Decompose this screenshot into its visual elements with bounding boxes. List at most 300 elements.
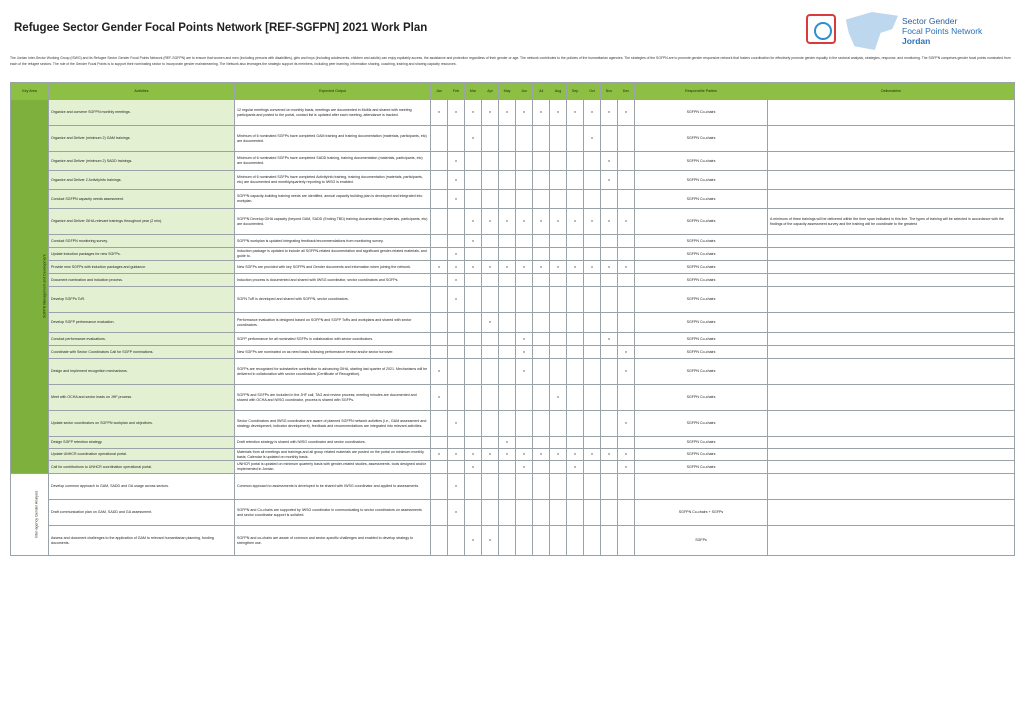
month-cell (567, 190, 584, 209)
month-cell (584, 171, 601, 190)
month-cell (482, 359, 499, 385)
month-cell (448, 474, 465, 500)
month-cell (448, 261, 465, 274)
month-cell (431, 474, 448, 500)
month-cell (465, 411, 482, 437)
header-expected-output: Expected Output (235, 83, 431, 100)
scheduled-mark: x (455, 421, 457, 426)
month-cell (448, 449, 465, 461)
scheduled-mark: x (489, 452, 491, 457)
activity-cell: Organize and Deliver (minimum 2) GAM trainings. (49, 126, 235, 152)
month-cell (601, 526, 618, 556)
month-cell (465, 209, 482, 235)
scheduled-mark: x (472, 136, 474, 141)
month-cell (584, 209, 601, 235)
responsible-cell: SGFPN Co-chairs (635, 171, 768, 190)
month-cell (618, 461, 635, 474)
responsible-cell: SGFPN Co-chairs (635, 449, 768, 461)
month-cell (550, 171, 567, 190)
month-cell (550, 461, 567, 474)
expected-output-cell: Materials from all meetings and trainings and all group related materials are posted on the portal on minimum monthly basis; Calendar is updated on monthly basis. (235, 449, 431, 461)
month-cell (482, 274, 499, 287)
month-cell (601, 449, 618, 461)
month-cell (601, 248, 618, 261)
scheduled-mark: x (608, 336, 610, 341)
month-cell (567, 461, 584, 474)
month-cell (431, 437, 448, 449)
activity-cell: Design and Implement recognition mechanisms. (49, 359, 235, 385)
month-cell (601, 313, 618, 333)
month-cell (567, 500, 584, 526)
jordan-map-icon (840, 12, 898, 50)
month-cell (516, 235, 533, 248)
expected-output-cell: Minimum of 6 nominated SGFPs have completed ActivityInfo training, training documentation (materials, participants, etc) are documented and monthly/quarterly reporting to IWSG is enabled. (235, 171, 431, 190)
month-cell (550, 526, 567, 556)
header-responsible: Responsible Parties (635, 83, 768, 100)
work-plan-table (10, 82, 1015, 556)
scheduled-mark: x (489, 264, 491, 269)
scheduled-mark: x (506, 110, 508, 115)
scheduled-mark: x (506, 440, 508, 445)
logo-line2: Focal Points Network (902, 26, 983, 36)
month-cell (482, 437, 499, 449)
month-cell (567, 449, 584, 461)
scheduled-mark: x (506, 219, 508, 224)
key-area-label: Inter-agency Gender Analysis (34, 490, 39, 539)
month-cell (533, 359, 550, 385)
month-cell (584, 235, 601, 248)
month-cell (618, 126, 635, 152)
month-cell (567, 100, 584, 126)
month-cell (567, 287, 584, 313)
month-cell (584, 248, 601, 261)
month-cell (516, 385, 533, 411)
month-cell (533, 526, 550, 556)
table-row (11, 500, 1015, 526)
scheduled-mark: x (455, 264, 457, 269)
activity-cell: Assess and document challenges to the application of GAM to relevant humanitarian planning, funding documents. (49, 526, 235, 556)
month-cell (618, 261, 635, 274)
month-cell (618, 171, 635, 190)
month-cell (584, 346, 601, 359)
month-cell (601, 333, 618, 346)
month-cell (431, 346, 448, 359)
table-row (11, 287, 1015, 313)
month-cell (516, 261, 533, 274)
key-area-cell (11, 474, 49, 556)
activity-cell: Update induction packages for new SGFPs. (49, 248, 235, 261)
month-cell (465, 500, 482, 526)
month-cell (499, 313, 516, 333)
month-cell (465, 359, 482, 385)
scheduled-mark: x (455, 510, 457, 515)
responsible-cell: SGFPN Co-chairs (635, 437, 768, 449)
responsible-cell: SGFPN Co-chairs (635, 411, 768, 437)
scheduled-mark: x (608, 264, 610, 269)
month-cell (601, 346, 618, 359)
month-cell (499, 152, 516, 171)
month-cell (584, 359, 601, 385)
month-cell (448, 235, 465, 248)
table-row (11, 235, 1015, 248)
month-cell (601, 190, 618, 209)
month-cell (482, 385, 499, 411)
month-cell (601, 235, 618, 248)
scheduled-mark: x (591, 219, 593, 224)
expected-output-cell: Common approach to assessments is developed to be shared with IWSG coordinator and applied to assessments. (235, 474, 431, 500)
month-cell (431, 152, 448, 171)
deliverables-cell: A minimum of three trainings will be delivered within the time span indicated in this line. The types of training will be selected in accordance with the findings of the capacity assessment survey and the training will be coordinate to the greatest (768, 209, 1015, 235)
header-month: Jun (516, 83, 533, 100)
expected-output-cell: SGFPN Develop GiHA capacity (beyond GAM, SADD (Ending TBD) training documentation (materials, participants, etc) are documented. (235, 209, 431, 235)
month-cell (448, 385, 465, 411)
expected-output-cell: Minimum of 6 nominated SGFPs have completed GAM training and training documentation (materials, participants, etc) are documented. (235, 126, 431, 152)
scheduled-mark: x (574, 264, 576, 269)
month-cell (533, 190, 550, 209)
scheduled-mark: x (608, 177, 610, 182)
month-cell (567, 346, 584, 359)
month-cell (431, 100, 448, 126)
month-cell (499, 235, 516, 248)
month-cell (584, 500, 601, 526)
scheduled-mark: x (472, 452, 474, 457)
scheduled-mark: x (438, 264, 440, 269)
scheduled-mark: x (625, 264, 627, 269)
month-cell (516, 437, 533, 449)
month-cell (567, 474, 584, 500)
scheduled-mark: x (523, 336, 525, 341)
month-cell (465, 385, 482, 411)
month-cell (516, 461, 533, 474)
month-cell (499, 100, 516, 126)
month-cell (482, 461, 499, 474)
month-cell (567, 152, 584, 171)
scheduled-mark: x (625, 219, 627, 224)
month-cell (601, 261, 618, 274)
month-cell (465, 346, 482, 359)
scheduled-mark: x (608, 219, 610, 224)
month-cell (499, 209, 516, 235)
month-cell (499, 126, 516, 152)
deliverables-cell (768, 500, 1015, 526)
month-cell (499, 449, 516, 461)
month-cell (465, 261, 482, 274)
month-cell (567, 437, 584, 449)
month-cell (465, 126, 482, 152)
month-cell (448, 346, 465, 359)
month-cell (550, 261, 567, 274)
month-cell (550, 235, 567, 248)
month-cell (448, 248, 465, 261)
scheduled-mark: x (489, 110, 491, 115)
scheduled-mark: x (455, 277, 457, 282)
deliverables-cell (768, 437, 1015, 449)
month-cell (584, 190, 601, 209)
month-cell (516, 500, 533, 526)
month-cell (618, 474, 635, 500)
deliverables-cell (768, 287, 1015, 313)
scheduled-mark: x (540, 264, 542, 269)
month-cell (516, 209, 533, 235)
month-cell (431, 248, 448, 261)
month-cell (533, 333, 550, 346)
month-cell (618, 235, 635, 248)
month-cell (533, 152, 550, 171)
month-cell (431, 385, 448, 411)
activity-cell: Develop SGFPs ToR. (49, 287, 235, 313)
activity-cell: Organize and Deliver GiHA-relevant trainings throughout year (2 min). (49, 209, 235, 235)
expected-output-cell: Induction process is documented and shared with IWSG coordinator, sector coordinators and SGFPs. (235, 274, 431, 287)
expected-output-cell: SGFPN capacity-building training needs are identified, annual capacity building plan is developed and integrated into workplan. (235, 190, 431, 209)
month-cell (533, 287, 550, 313)
month-cell (482, 261, 499, 274)
month-cell (618, 449, 635, 461)
month-cell (465, 248, 482, 261)
month-cell (516, 313, 533, 333)
month-cell (618, 333, 635, 346)
month-cell (516, 411, 533, 437)
month-cell (618, 359, 635, 385)
month-cell (567, 359, 584, 385)
month-cell (584, 100, 601, 126)
month-cell (499, 359, 516, 385)
month-cell (431, 235, 448, 248)
month-cell (601, 359, 618, 385)
header-month: Feb (448, 83, 465, 100)
month-cell (482, 313, 499, 333)
month-cell (465, 437, 482, 449)
key-area-cell (11, 100, 49, 474)
activity-cell: Organize and Deliver 2 ActivityInfo trainings. (49, 171, 235, 190)
month-cell (499, 333, 516, 346)
table-row (11, 100, 1015, 126)
table-row (11, 526, 1015, 556)
month-cell (584, 333, 601, 346)
month-cell (550, 411, 567, 437)
table-row (11, 449, 1015, 461)
header-month: Dec (618, 83, 635, 100)
month-cell (465, 235, 482, 248)
month-cell (533, 449, 550, 461)
month-cell (584, 411, 601, 437)
table-row (11, 437, 1015, 449)
network-logo (806, 12, 1016, 52)
month-cell (601, 274, 618, 287)
month-cell (448, 359, 465, 385)
month-cell (465, 274, 482, 287)
scheduled-mark: x (557, 110, 559, 115)
month-cell (448, 100, 465, 126)
month-cell (482, 500, 499, 526)
deliverables-cell (768, 248, 1015, 261)
deliverables-cell (768, 385, 1015, 411)
activity-cell: Call for contributions to UNHCR coordination operational portal. (49, 461, 235, 474)
month-cell (516, 333, 533, 346)
intro-paragraph: The Jordan Inter-Sector Working Group (ISWG) and its Refugee Sector Gender Focal Points Network (REF-SGFPN) are to ensure that women and men (including persons with disabilities), girls and boys (including adolescents, children and adults) can enjoy equitably access, the assistance and protection regardless of their gender or age. The network contributes to the policies of the humanitarian agencies. The strategies of the SGFPN are to promote gender responsive network that fosters coordination for effectively promote gender equality in the sectoral analysis, strategies, response, and monitoring. The SGFPN comprises gender focal points nominated from each of the refugee sectors. The role of the Gender Focal Points is to support their nominating sector to incorporate gender mainstreaming. The Network also leverages the strategic support its members, including peer learning, information sharing, coaching, training and sharing capacity resources. (10, 56, 1011, 66)
month-cell (482, 100, 499, 126)
month-cell (601, 152, 618, 171)
month-cell (448, 411, 465, 437)
table-row (11, 461, 1015, 474)
table-row (11, 209, 1015, 235)
month-cell (567, 126, 584, 152)
scheduled-mark: x (472, 238, 474, 243)
month-cell (516, 526, 533, 556)
month-cell (431, 171, 448, 190)
scheduled-mark: x (625, 464, 627, 469)
expected-output-cell: SGFPN workplan is updated integrating feedback/recommendations from monitoring survey. (235, 235, 431, 248)
month-cell (618, 248, 635, 261)
scheduled-mark: x (608, 452, 610, 457)
scheduled-mark: x (540, 219, 542, 224)
month-cell (618, 500, 635, 526)
deliverables-cell (768, 359, 1015, 385)
scheduled-mark: x (625, 452, 627, 457)
month-cell (584, 474, 601, 500)
expected-output-cell: New SGFPs are nominated on as need basis following performance review and/or sector turnover. (235, 346, 431, 359)
responsible-cell: SGFPN Co-chairs (635, 209, 768, 235)
month-cell (567, 235, 584, 248)
month-cell (499, 261, 516, 274)
logo-text (902, 16, 982, 46)
scheduled-mark: x (523, 452, 525, 457)
month-cell (516, 274, 533, 287)
month-cell (618, 346, 635, 359)
scheduled-mark: x (506, 264, 508, 269)
activity-cell: Meet with OCHA and sector leads on JHF process. (49, 385, 235, 411)
month-cell (533, 437, 550, 449)
month-cell (482, 248, 499, 261)
responsible-cell: SGFPN Co-chairs (635, 261, 768, 274)
month-cell (533, 261, 550, 274)
month-cell (601, 411, 618, 437)
deliverables-cell (768, 526, 1015, 556)
responsible-cell: SGFPN Co-chairs (635, 152, 768, 171)
table-row (11, 171, 1015, 190)
month-cell (516, 171, 533, 190)
month-cell (550, 437, 567, 449)
month-cell (550, 313, 567, 333)
month-cell (584, 437, 601, 449)
month-cell (465, 526, 482, 556)
header-month: Jan (431, 83, 448, 100)
activity-cell: Develop SGFP performance evaluation. (49, 313, 235, 333)
responsible-cell: SGFPN Co-chairs (635, 313, 768, 333)
month-cell (482, 152, 499, 171)
scheduled-mark: x (438, 110, 440, 115)
month-cell (601, 287, 618, 313)
gender-symbol-icon (806, 14, 836, 44)
month-cell (448, 437, 465, 449)
month-cell (618, 274, 635, 287)
month-cell (567, 274, 584, 287)
month-cell (431, 287, 448, 313)
deliverables-cell (768, 313, 1015, 333)
month-cell (482, 333, 499, 346)
month-cell (516, 359, 533, 385)
expected-output-cell: Induction package is updated to include all SGFPN-related documentation and significant gender-related materials, and guide to. (235, 248, 431, 261)
month-cell (618, 152, 635, 171)
month-cell (550, 333, 567, 346)
month-cell (448, 333, 465, 346)
scheduled-mark: x (472, 219, 474, 224)
scheduled-mark: x (523, 369, 525, 374)
month-cell (533, 126, 550, 152)
month-cell (499, 437, 516, 449)
month-cell (550, 500, 567, 526)
scheduled-mark: x (472, 464, 474, 469)
table-row (11, 346, 1015, 359)
month-cell (482, 411, 499, 437)
responsible-cell: SGFPN Co-chairs (635, 385, 768, 411)
month-cell (499, 346, 516, 359)
month-cell (431, 209, 448, 235)
scheduled-mark: x (625, 349, 627, 354)
month-cell (499, 248, 516, 261)
month-cell (584, 152, 601, 171)
month-cell (431, 461, 448, 474)
deliverables-cell (768, 474, 1015, 500)
month-cell (516, 474, 533, 500)
scheduled-mark: x (523, 464, 525, 469)
scheduled-mark: x (540, 452, 542, 457)
scheduled-mark: x (472, 110, 474, 115)
scheduled-mark: x (455, 110, 457, 115)
month-cell (448, 274, 465, 287)
responsible-cell: SGFPN Co-chairs (635, 126, 768, 152)
month-cell (567, 209, 584, 235)
header-key-area: Key Area (11, 83, 49, 100)
month-cell (601, 209, 618, 235)
scheduled-mark: x (574, 452, 576, 457)
table-header-row (11, 83, 1015, 100)
month-cell (431, 500, 448, 526)
table-row (11, 385, 1015, 411)
scheduled-mark: x (489, 538, 491, 543)
header-activities: Activities (49, 83, 235, 100)
responsible-cell: SGFPN Co-chairs (635, 274, 768, 287)
month-cell (516, 346, 533, 359)
expected-output-cell: Minimum of 6 nominated SGFPs have completed SADD training, training documentation (materials, participants, etc) are documented. (235, 152, 431, 171)
month-cell (431, 313, 448, 333)
month-cell (448, 209, 465, 235)
table-row (11, 274, 1015, 287)
activity-cell: Conduct SGFPN monitoring survey. (49, 235, 235, 248)
activity-cell: Organize and Deliver (minimum 2) SADD trainings. (49, 152, 235, 171)
month-cell (618, 526, 635, 556)
month-cell (499, 461, 516, 474)
month-cell (584, 287, 601, 313)
logo-line1: Sector Gender (902, 16, 958, 26)
month-cell (465, 333, 482, 346)
month-cell (567, 411, 584, 437)
table-row (11, 333, 1015, 346)
expected-output-cell: SGFPN and co-chairs are aware of common and sector-specific challenges and enabled to develop strategy to strengthen use. (235, 526, 431, 556)
deliverables-cell (768, 126, 1015, 152)
logo-line3: Jordan (902, 36, 931, 46)
activity-cell: Draft communication plan on GAM, SADD and GA assessment. (49, 500, 235, 526)
scheduled-mark: x (438, 369, 440, 374)
expected-output-cell: Performance evaluation is designed based on SGFPN and SGFP ToRs and workplans and shared with sector coordinators. (235, 313, 431, 333)
scheduled-mark: x (574, 110, 576, 115)
activity-cell: Conduct performance evaluations. (49, 333, 235, 346)
month-cell (499, 274, 516, 287)
page-title: Refugee Sector Gender Focal Points Network [REF-SGFPN] 2021 Work Plan (14, 22, 428, 34)
scheduled-mark: x (591, 110, 593, 115)
month-cell (448, 287, 465, 313)
month-cell (584, 449, 601, 461)
month-cell (533, 385, 550, 411)
